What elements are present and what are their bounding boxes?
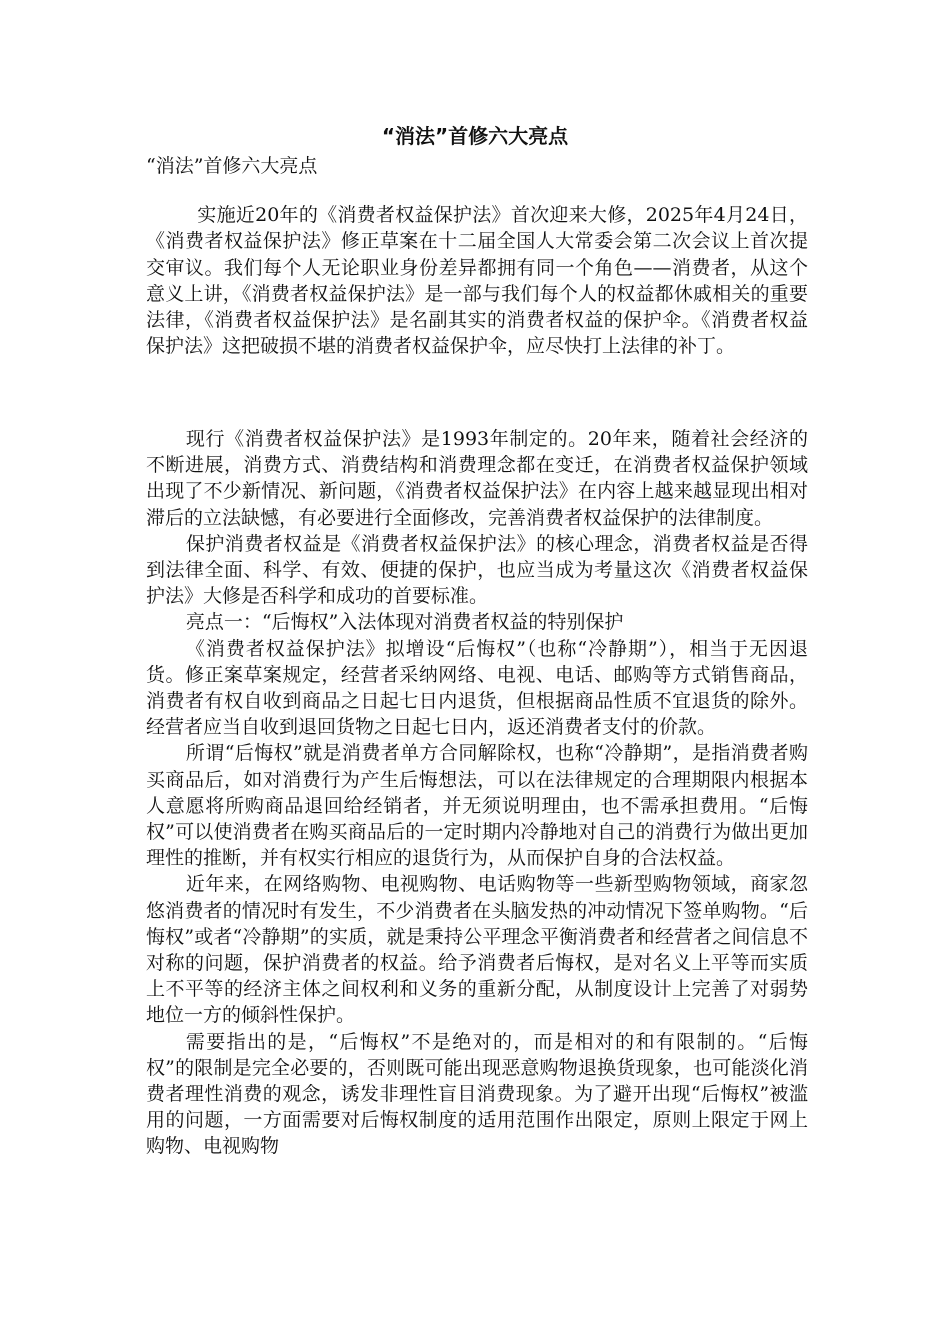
body-paragraph: 近年来，在网络购物、电视购物、电话购物等一些新型购物领域，商家忽悠消费者的情况时有发生，不少消费者在头脑发热的冲动情况下签单购物。“后悔权”或者“冷静期”的实质，就是秉持公平理念平衡消费者和经营者之间信息不对称的问题，保护消费者的权益。给予消费者后悔权，是对名义上平等而实质上不平等的经济主体之间权利和义务的重新分配，从制度设计上完善了对弱势地位一方的倾斜性保护。: [146, 873, 808, 1027]
body-paragraph: 需要指出的是，“后悔权”不是绝对的，而是相对的和有限制的。“后悔权”的限制是完全必要的，否则既可能出现恶意购物退换货现象，也可能淡化消费者理性消费的观念，诱发非理性盲目消费现象。为了避开出现“后悔权”被滥用的问题，一方面需要对后悔权制度的适用范围作出限定，原则上限定于网上购物、电视购物: [146, 1030, 808, 1158]
body-paragraph: 《消费者权益保护法》拟增设“后悔权”（也称“冷静期”），相当于无因退货。修正案草案规定，经营者采纳网络、电视、电话、邮购等方式销售商品，消费者有权自收到商品之日起七日内退货，但根据商品性质不宜退货的除外。经营者应当自收到退回货物之日起七日内，返还消费者支付的价款。: [146, 637, 808, 739]
document-subtitle: “消法”首修六大亮点: [146, 155, 318, 177]
document-title: “消法”首修六大亮点: [381, 124, 569, 148]
body-paragraph: 所谓“后悔权”就是消费者单方合同解除权，也称“冷静期”，是指消费者购买商品后，如对消费行为产生后悔想法，可以在法律规定的合理期限内根据本人意愿将所购商品退回给经销者，并无须说明理由，也不需承担费用。“后悔权”可以使消费者在购买商品后的一定时期内冷静地对自己的消费行为做出更加理性的推断，并有权实行相应的退货行为，从而保护自身的合法权益。: [146, 742, 808, 870]
document-body: [146, 426, 808, 1160]
body-paragraph: 现行《消费者权益保护法》是1993年制定的。20年来，随着社会经济的不断进展，消费方式、消费结构和消费理念都在变迁，在消费者权益保护领域出现了不少新情况、新问题，《消费者权益保护法》在内容上越来越显现出相对滞后的立法缺憾，有必要进行全面修改，完善消费者权益保护的法律制度。: [146, 428, 808, 529]
section-heading: 亮点一：“后悔权”入法体现对消费者权益的特别保护: [185, 611, 624, 634]
body-paragraph: 保护消费者权益是《消费者权益保护法》的核心理念，消费者权益是否得到法律全面、科学、有效、便捷的保护，也应当成为考量这次《消费者权益保护法》大修是否科学和成功的首要标准。: [146, 532, 808, 608]
intro-paragraph: 实施近20年的《消费者权益保护法》首次迎来大修，2025年4月24日，《消费者权益保护法》修正草案在十二届全国人大常委会第二次会议上首次提交审议。我们每个人无论职业身份差异都拥有同一个角色——消费者，从这个意义上讲，《消费者权益保护法》是一部与我们每个人的权益都休戚相关的重要法律，《消费者权益保护法》是名副其实的消费者权益的保护伞。《消费者权益保护法》这把破损不堪的消费者权益保护伞，应尽快打上法律的补丁。: [146, 204, 808, 358]
